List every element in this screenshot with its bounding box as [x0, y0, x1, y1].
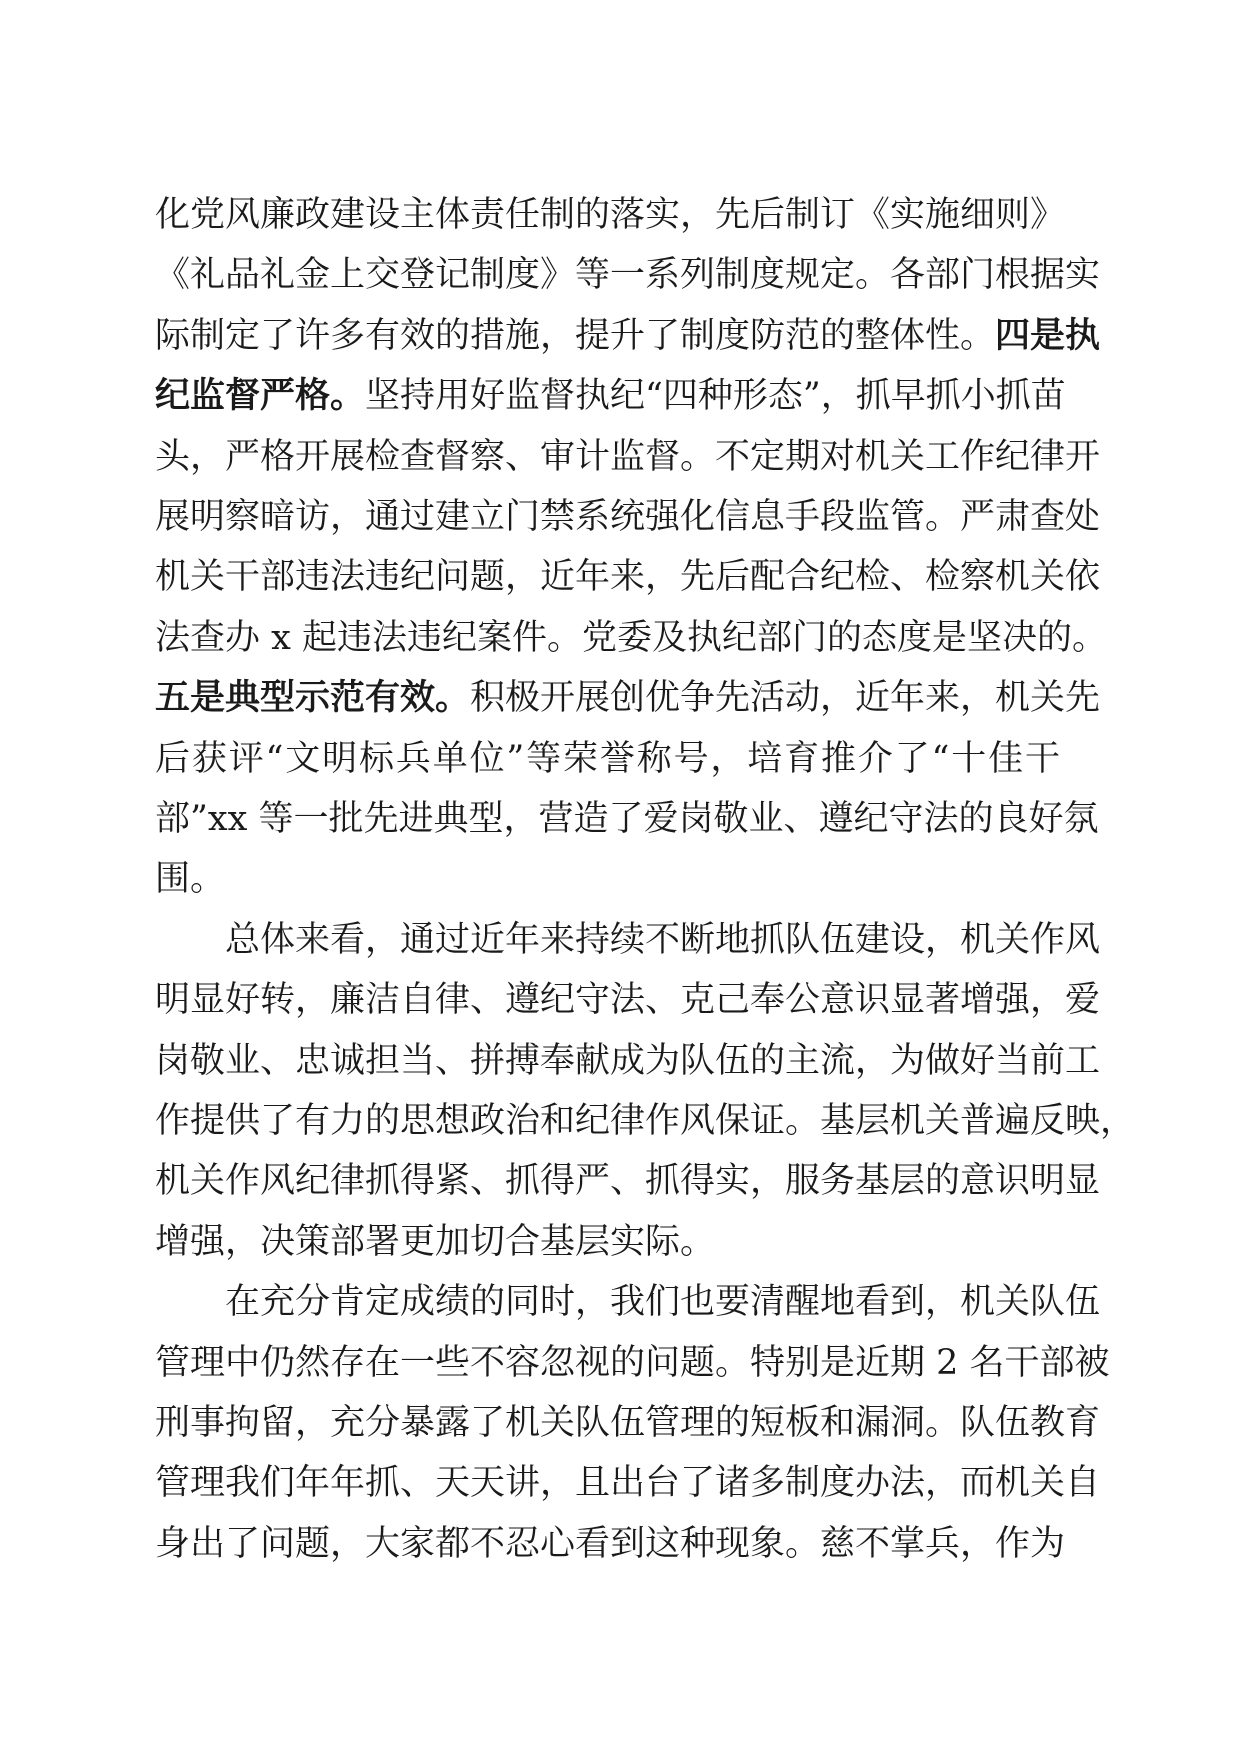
text-line — [155, 1514, 1066, 1574]
body-text: 岗敬业、忠诚担当、拼搏奉献成为队伍的主流，为做好当前工 — [155, 1040, 1101, 1081]
body-text: 管理中仍然存在一些不容忽视的问题。特别是近期 2 名干部被 — [155, 1342, 1110, 1383]
text-line — [155, 366, 1066, 426]
text-line — [155, 245, 1101, 305]
text-line — [155, 910, 1101, 970]
body-text: 机关作风纪律抓得紧、抓得严、抓得实，服务基层的意识明显 — [155, 1161, 1101, 1202]
text-line — [155, 1333, 1110, 1393]
text-line — [155, 1212, 1060, 1272]
text-line — [155, 1272, 1101, 1332]
bold-heading-text: 五是典型示范有效。 — [155, 677, 471, 719]
text-line — [155, 306, 1101, 366]
text-line — [155, 487, 1101, 547]
body-text: 展明察暗访，通过建立门禁系统强化信息手段监管。严肃查处 — [155, 497, 1101, 537]
text-line — [155, 1031, 1101, 1091]
body-text: 围。 — [155, 859, 226, 900]
body-text: 后获评“文明标兵单位”等荣誉称号，培育推介了“十佳干 — [155, 738, 1060, 779]
text-line — [155, 668, 1101, 728]
body-text: 《礼品礼金上交登记制度》等一系列制度规定。各部门根据实 — [155, 255, 1101, 296]
text-line — [155, 849, 1060, 909]
body-text: 增强，决策部署更加切合基层实际。 — [155, 1221, 716, 1262]
body-text: 身出了问题，大家都不忍心看到这种现象。慈不掌兵，作为 — [155, 1523, 1066, 1564]
body-text: 头，严格开展检查督察、审计监督。不定期对机关工作纪律开 — [155, 436, 1101, 477]
body-text: 化党风廉政建设主体责任制的落实，先后制订《实施细则》 — [155, 195, 1066, 235]
text-line — [155, 970, 1101, 1030]
text-line — [155, 608, 1107, 668]
text-line — [155, 1453, 1101, 1513]
text-line — [155, 185, 1066, 245]
body-text: 总体来看，通过近年来持续不断地抓队伍建设，机关作风 — [225, 919, 1101, 960]
body-text: 刑事拘留，充分暴露了机关队伍管理的短板和漏洞。队伍教育 — [155, 1403, 1101, 1443]
text-line — [155, 789, 1099, 849]
bold-heading-text: 四是执 — [995, 314, 1101, 356]
bold-heading-text: 纪监督严格。 — [155, 375, 366, 417]
body-text: 作提供了有力的思想政治和纪律作风保证。基层机关普遍反映， — [155, 1101, 1136, 1141]
body-text: 管理我们年年抓、天天讲，且出台了诸多制度办法，而机关自 — [155, 1463, 1101, 1504]
text-line — [155, 729, 1060, 789]
body-text: 法查办 x 起违法违纪案件。党委及执纪部门的态度是坚决的。 — [155, 617, 1107, 658]
body-text: 部”xx 等一批先进典型，营造了爱岗敬业、遵纪守法的良好氛 — [155, 799, 1099, 839]
text-line — [155, 547, 1101, 607]
body-text: 际制定了许多有效的措施，提升了制度防范的整体性。 — [155, 315, 996, 356]
body-text: 明显好转，廉洁自律、遵纪守法、克己奉公意识显著增强，爱 — [155, 980, 1101, 1021]
body-text: 坚持用好监督执纪“四种形态”，抓早抓小抓苗 — [365, 376, 1066, 417]
text-line — [155, 1393, 1101, 1453]
body-text: 在充分肯定成绩的同时，我们也要清醒地看到，机关队伍 — [225, 1282, 1101, 1323]
text-line — [155, 427, 1101, 487]
body-text: 机关干部违法违纪问题，近年来，先后配合纪检、检察机关依 — [155, 557, 1101, 598]
body-text: 积极开展创优争先活动，近年来，机关先 — [470, 678, 1101, 719]
text-line — [155, 1151, 1101, 1211]
text-line — [155, 1091, 1136, 1151]
